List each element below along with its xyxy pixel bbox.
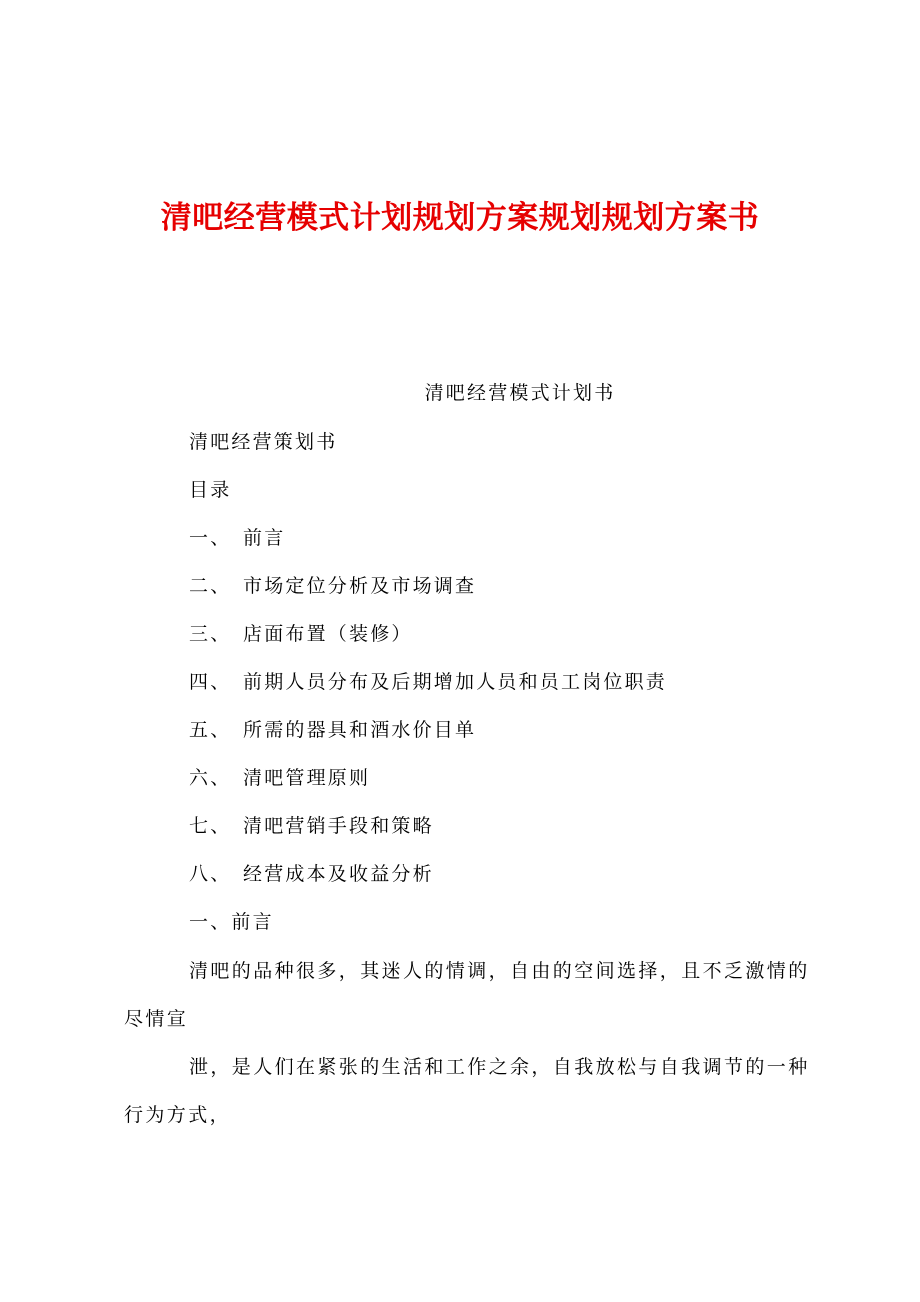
toc-item-number: 七、 xyxy=(189,815,232,837)
paragraph-line: 清吧的品种很多，其迷人的情调，自由的空间选择，且不乏激情的 xyxy=(189,960,810,982)
body-paragraph xyxy=(124,957,814,1033)
toc-item-label: 前言 xyxy=(243,527,286,549)
toc-item xyxy=(189,716,476,744)
toc-item-number: 六、 xyxy=(189,767,232,789)
paragraph-line: 尽情宣 xyxy=(124,1008,189,1030)
section-heading: 一、前言 xyxy=(189,911,274,933)
toc-item xyxy=(189,524,285,552)
toc-item-label: 前期人员分布及后期增加人员和员工岗位职责 xyxy=(243,671,668,693)
paragraph-line: 行为方式， xyxy=(124,1104,232,1126)
toc-item-label: 所需的器具和酒水价目单 xyxy=(243,719,477,741)
toc-item xyxy=(189,764,370,792)
toc-item-label: 市场定位分析及市场调查 xyxy=(243,575,477,597)
toc-item-number: 二、 xyxy=(189,575,232,597)
toc-item xyxy=(189,860,434,888)
body-paragraph xyxy=(124,1053,814,1129)
toc-item-label: 经营成本及收益分析 xyxy=(243,863,434,885)
toc-item-number: 一、 xyxy=(189,527,232,549)
toc-item-number: 四、 xyxy=(189,671,232,693)
toc-item-label: 清吧营销手段和策略 xyxy=(243,815,434,837)
toc-heading: 目录 xyxy=(189,479,232,501)
toc-item xyxy=(189,668,667,696)
toc-item xyxy=(189,620,413,648)
paragraph-line: 泄，是人们在紧张的生活和工作之余，自我放松与自我调节的一种 xyxy=(189,1056,810,1078)
toc-item-number: 八、 xyxy=(189,863,232,885)
subtitle: 清吧经营模式计划书 xyxy=(424,382,616,404)
main-title: 清吧经营模式计划规划方案规划规划方案书 xyxy=(160,200,760,236)
toc-item xyxy=(189,572,476,600)
toc-item xyxy=(189,812,434,840)
toc-item-label: 清吧管理原则 xyxy=(243,767,371,789)
toc-item-label: 店面布置（装修） xyxy=(243,623,413,645)
plan-heading: 清吧经营策划书 xyxy=(189,431,338,453)
toc-item-number: 五、 xyxy=(189,719,232,741)
toc-item-number: 三、 xyxy=(189,623,232,645)
